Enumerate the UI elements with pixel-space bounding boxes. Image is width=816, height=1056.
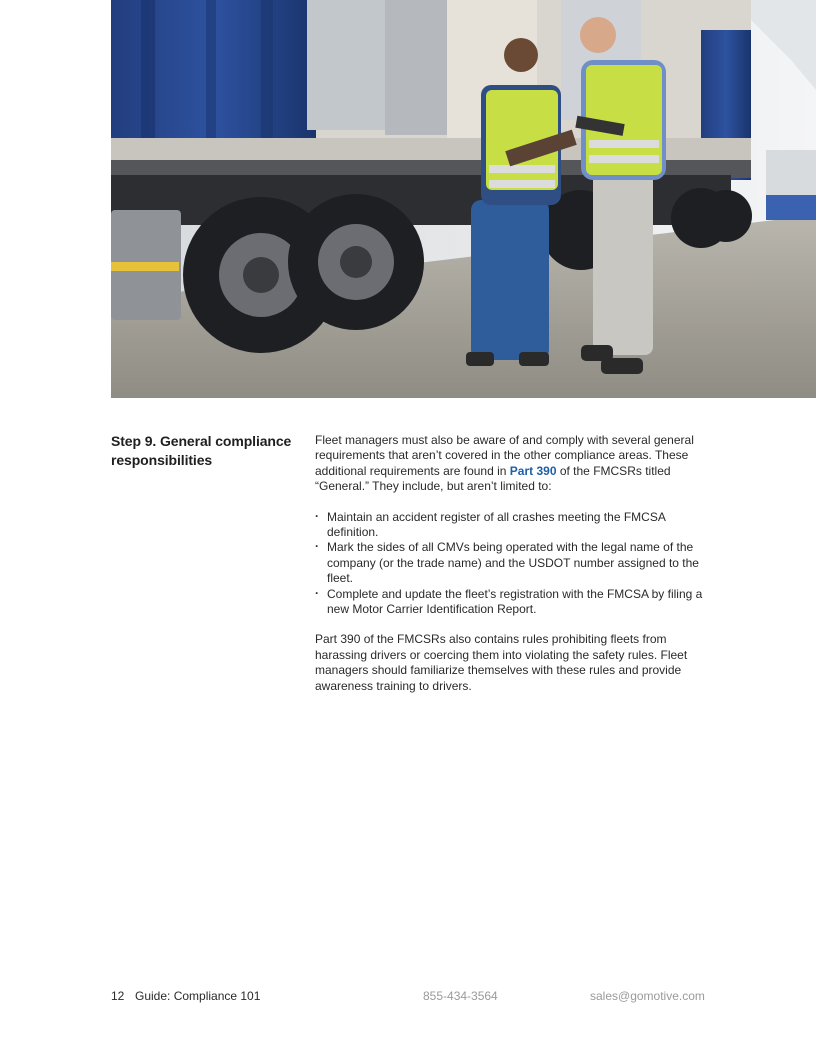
phone-number[interactable]: 855-434-3564: [423, 989, 498, 1003]
list-item: · Complete and update the fleet’s registration with the FMCSA by filing a new Motor Carrier Identification Report.: [315, 587, 715, 618]
list-item: · Mark the sides of all CMVs being operated with the legal name of the company (or the trade name) and the USDOT number assigned to the fleet.: [315, 540, 715, 586]
list-item: · Maintain an accident register of all crashes meeting the FMCSA definition.: [315, 510, 715, 541]
section-body: [315, 433, 715, 694]
part-390-link[interactable]: Part 390: [509, 463, 557, 478]
intro-text-after: of the FMCSRs titled “General.” They include, but aren’t limited to:: [315, 463, 671, 494]
hero-photo: [111, 0, 816, 398]
email-address[interactable]: sales@gomotive.com: [590, 989, 705, 1003]
closing-paragraph: Part 390 of the FMCSRs also contains rules prohibiting fleets from harassing drivers or coercing them into violating the safety rules. Fleet managers should familiarize themselves with these rules and provide awareness training to drivers.: [315, 632, 688, 693]
guide-title: Guide: Compliance 101: [135, 989, 261, 1003]
section-heading: Step 9. General compliance responsibilities: [111, 433, 292, 468]
requirements-list: [315, 510, 715, 618]
photo-icon: [111, 0, 816, 398]
intro-text-before: Fleet managers must also be aware of and comply with several general requirements that aren’t covered in the other compliance areas. These additional requirements are found in: [315, 433, 694, 478]
page-number: 12: [111, 989, 125, 1003]
intro-paragraph: [315, 433, 715, 495]
